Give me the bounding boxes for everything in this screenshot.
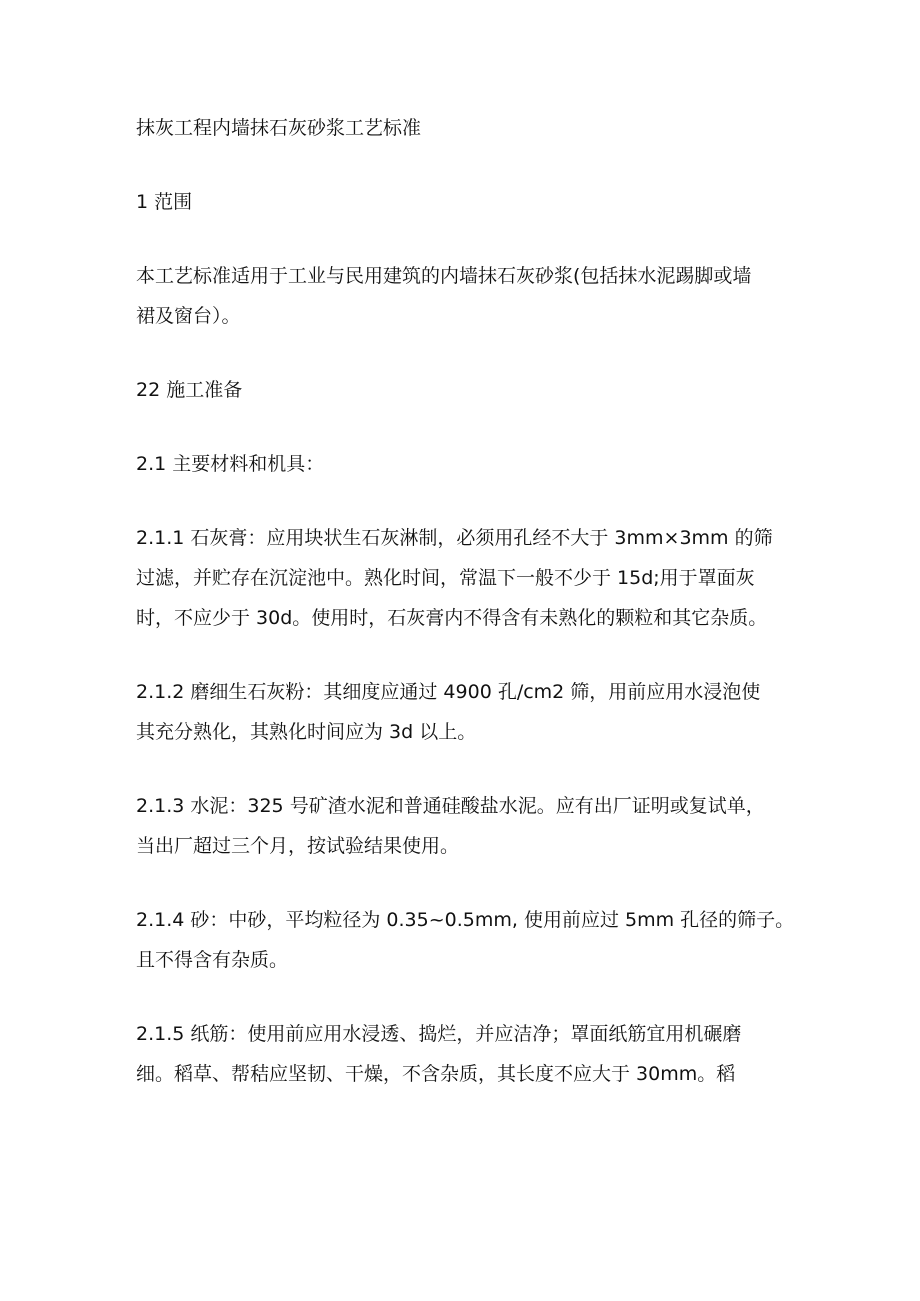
text-line: 2.1 主要材料和机具： bbox=[136, 453, 325, 475]
text-line: 细。稻草、帮秸应坚韧、干燥，不含杂质，其长度不应大于 30mm。稻 bbox=[136, 1063, 736, 1085]
document-body bbox=[136, 108, 816, 1094]
text-line: 过滤，并贮存在沉淀池中。熟化时间，常温下一般不少于 15d;用于罩面灰 bbox=[136, 567, 755, 589]
paragraph-2-1-1 bbox=[136, 518, 816, 638]
section-heading-scope bbox=[136, 182, 816, 222]
text-line: 本工艺标准适用于工业与民用建筑的内墙抹石灰砂浆(包括抹水泥踢脚或墙 bbox=[136, 265, 752, 287]
paragraph-scope-body bbox=[136, 256, 816, 336]
text-line: 2.1.1 石灰膏：应用块状生石灰淋制，必须用孔经不大于 3mm×3mm 的筛 bbox=[136, 527, 773, 549]
text-line: 其充分熟化，其熟化时间应为 3d 以上。 bbox=[136, 721, 477, 743]
text-line: 2.1.3 水泥：325 号矿渣水泥和普通硅酸盐水泥。应有出厂证明或复试单， bbox=[136, 795, 765, 817]
paragraph-gap bbox=[136, 336, 816, 370]
paragraph-gap bbox=[136, 638, 816, 672]
text-line: 当出厂超过三个月，按试验结果使用。 bbox=[136, 835, 460, 857]
paragraph-2-1-3 bbox=[136, 786, 816, 866]
paragraph-gap bbox=[136, 222, 816, 256]
paragraph-gap bbox=[136, 752, 816, 786]
text-line: 22 施工准备 bbox=[136, 379, 243, 401]
paragraph-gap bbox=[136, 148, 816, 182]
text-line: 2.1.4 砂：中砂，平均粒径为 0.35~0.5mm, 使用前应过 5mm 孔径的筛子。 bbox=[136, 909, 795, 931]
paragraph-gap bbox=[136, 484, 816, 518]
document-title: 抹灰工程内墙抹石灰砂浆工艺标准 bbox=[136, 117, 422, 139]
paragraph-2-1-5 bbox=[136, 1014, 816, 1094]
text-line: 且不得含有杂质。 bbox=[136, 949, 289, 971]
text-line: 1 范围 bbox=[136, 191, 193, 213]
text-line: 时，不应少于 30d。使用时，石灰膏内不得含有未熟化的颗粒和其它杂质。 bbox=[136, 607, 768, 629]
text-line: 裙及窗台）。 bbox=[136, 305, 241, 327]
text-line: 2.1.2 磨细生石灰粉：其细度应通过 4900 孔/cm2 筛，用前应用水浸泡使 bbox=[136, 681, 761, 703]
paragraph-2-1-2 bbox=[136, 672, 816, 752]
text-line: 2.1.5 纸筋：使用前应用水浸透、捣烂，并应洁净；罩面纸筋宜用机碾磨 bbox=[136, 1023, 742, 1045]
subsection-heading-materials bbox=[136, 444, 816, 484]
paragraph-gap bbox=[136, 980, 816, 1014]
section-heading-preparation bbox=[136, 370, 816, 410]
paragraph-gap bbox=[136, 410, 816, 444]
paragraph-gap bbox=[136, 866, 816, 900]
paragraph-2-1-4 bbox=[136, 900, 816, 980]
